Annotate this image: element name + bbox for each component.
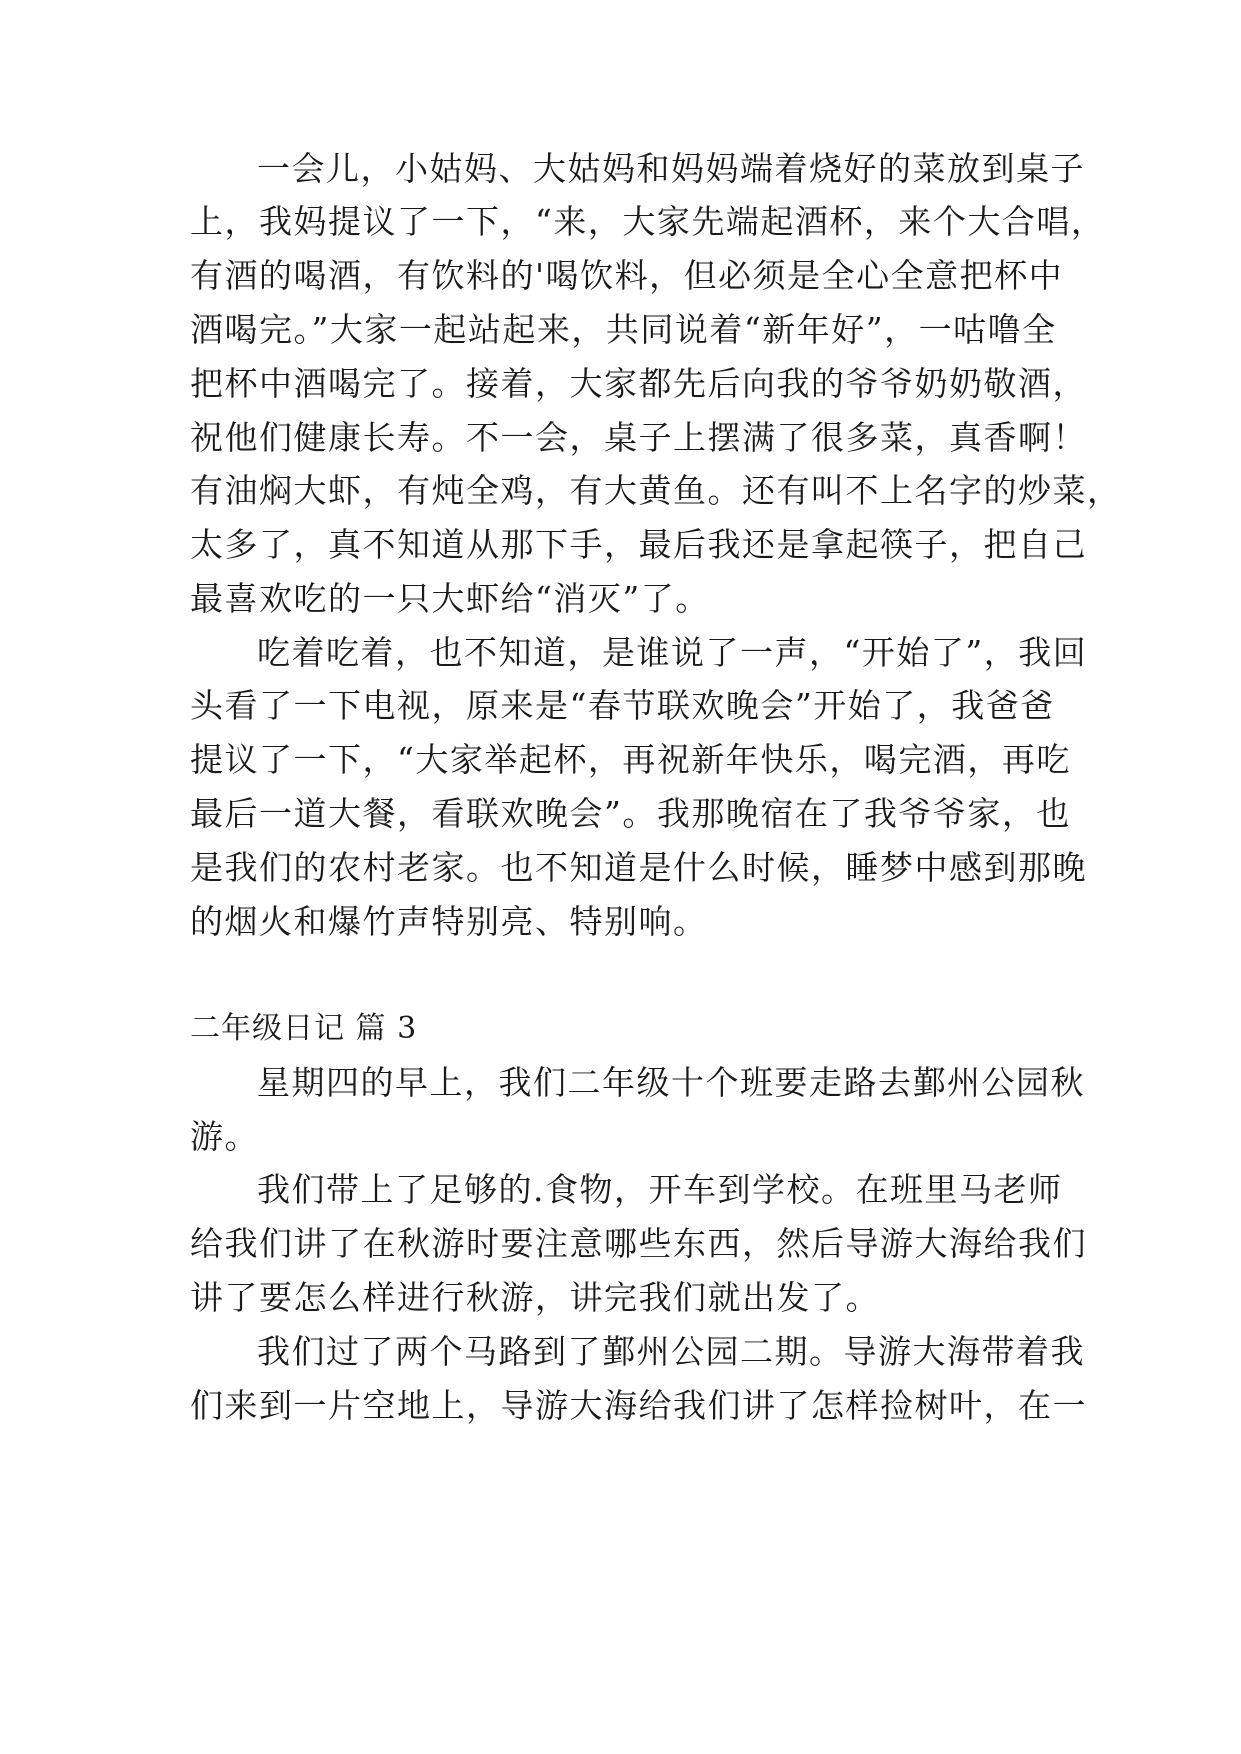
paragraph-line: 把杯中酒喝完了。接着，大家都先后向我的爷爷奶奶敬酒， [190, 364, 1087, 403]
paragraph-line: 一会儿，小姑妈、大姑妈和妈妈端着烧好的菜放到桌子 [257, 149, 1085, 188]
paragraph-line: 头看了一下电视，原来是“春节联欢晚会”开始了，我爸爸 [190, 686, 1055, 725]
paragraph-line: 上，我妈提议了一下，“来，大家先端起酒杯，来个大合唱， [190, 202, 1106, 241]
paragraph-line: 有酒的喝酒，有饮料的'喝饮料，但必须是全心全意把杯中 [190, 256, 1064, 295]
paragraph-line: 最喜欢吃的一只大虾给“消灭”了。 [190, 579, 710, 618]
paragraph-line: 太多了，真不知道从那下手，最后我还是拿起筷子，把自己 [190, 525, 1087, 564]
section-heading: 二年级日记 篇 3 [190, 1011, 418, 1046]
paragraph-line: 游。 [190, 1117, 259, 1156]
paragraph-line: 吃着吃着，也不知道，是谁说了一声，“开始了”，我回 [257, 633, 1088, 672]
paragraph-line: 的烟火和爆竹声特别亮、特别响。 [190, 902, 708, 941]
paragraph-line: 祝他们健康长寿。不一会，桌子上摆满了很多菜，真香啊！ [190, 418, 1087, 457]
paragraph-line: 提议了一下，“大家举起杯，再祝新年快乐，喝完酒，再吃 [190, 740, 1071, 779]
paragraph-line: 是我们的农村老家。也不知道是什么时候，睡梦中感到那晚 [190, 848, 1087, 887]
paragraph-line: 我们带上了足够的.食物，开车到学校。在班里马老师 [257, 1170, 1063, 1209]
paragraph-line: 讲了要怎么样进行秋游，讲完我们就出发了。 [190, 1278, 880, 1317]
paragraph-line: 最后一道大餐，看联欢晚会”。我那晚宿在了我爷爷家，也 [190, 794, 1071, 833]
paragraph-line: 我们过了两个马路到了鄞州公园二期。导游大海带着我 [257, 1332, 1085, 1371]
paragraph-line: 给我们讲了在秋游时要注意哪些东西，然后导游大海给我们 [190, 1224, 1087, 1263]
paragraph-line: 星期四的早上，我们二年级十个班要走路去鄞州公园秋 [257, 1063, 1085, 1102]
paragraph-line: 们来到一片空地上，导游大海给我们讲了怎样捡树叶，在一 [190, 1386, 1087, 1425]
paragraph-line: 酒喝完。”大家一起站起来，共同说着“新年好”，一咕噜全 [190, 310, 1057, 349]
paragraph-line: 有油焖大虾，有炖全鸡，有大黄鱼。还有叫不上名字的炒菜， [190, 471, 1122, 510]
